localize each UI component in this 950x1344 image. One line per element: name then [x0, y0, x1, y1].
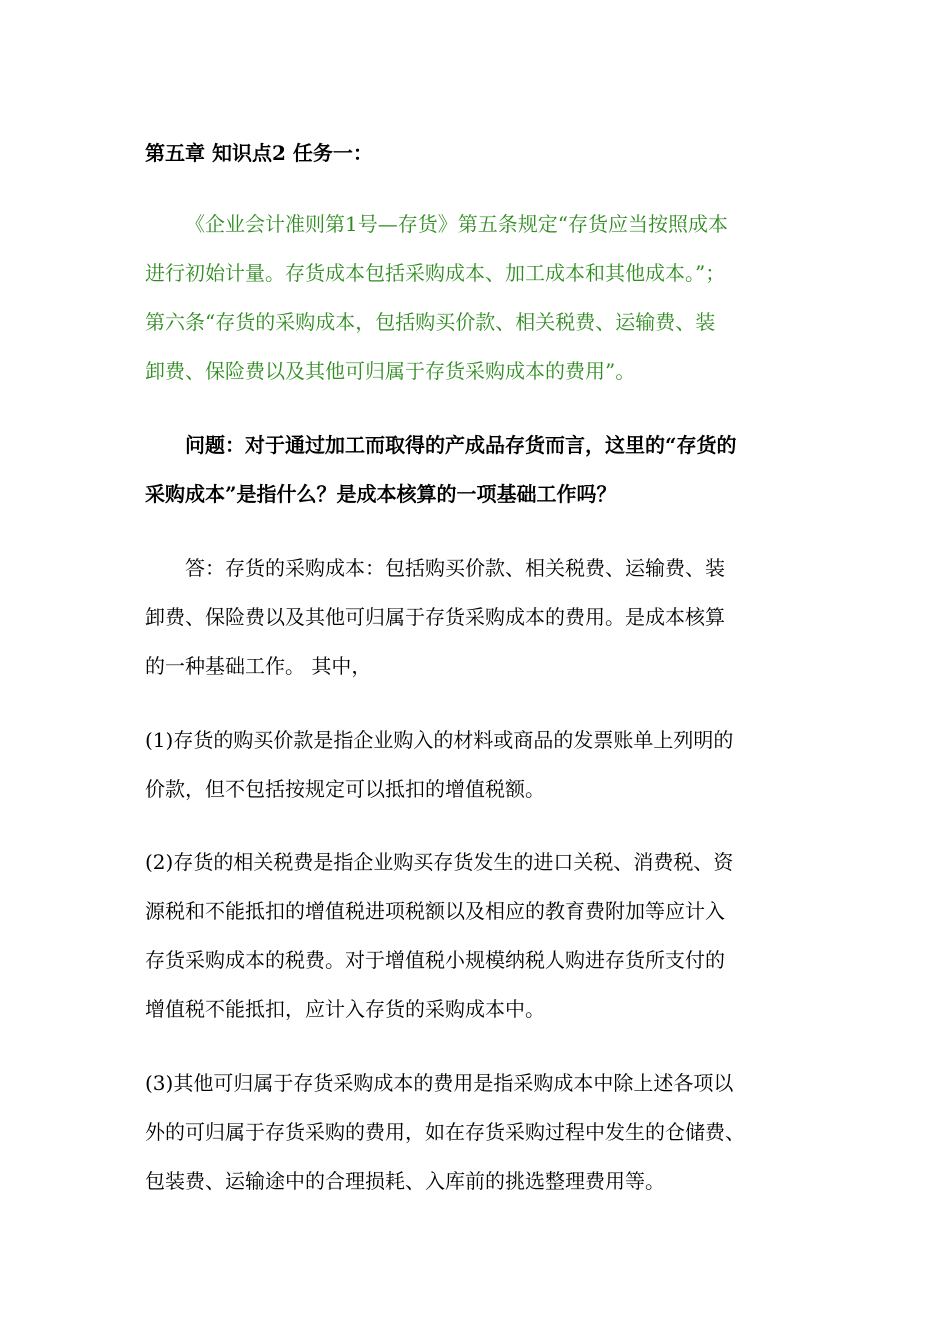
list-item — [145, 838, 810, 1034]
list-item-line: 存货采购成本的税费。对于增值税小规模纳税人购进存货所支付的 — [145, 948, 725, 972]
answer-paragraph — [145, 544, 810, 691]
standard-quote-line: 《企业会计准则第1号—存货》第五条规定“存货应当按照成本 — [185, 212, 728, 236]
list-item — [145, 716, 810, 814]
question-line: 采购成本”是指什么？是成本核算的一项基础工作吗？ — [145, 482, 617, 506]
standard-quote-line: 第六条“存货的采购成本，包括购买价款、相关税费、运输费、装 — [145, 310, 716, 334]
standard-quote-line: 进行初始计量。存货成本包括采购成本、加工成本和其他成本。”； — [145, 261, 726, 285]
list-item-line: (3)其他可归属于存货采购成本的费用是指采购成本中除上述各项以 — [145, 1071, 734, 1095]
question-paragraph — [145, 421, 810, 519]
list-item-line: 价款，但不包括按规定可以抵扣的增值税额。 — [145, 777, 545, 801]
standard-quote-line: 卸费、保险费以及其他可归属于存货采购成本的费用”。 — [145, 359, 636, 383]
list-item-line: (1)存货的购买价款是指企业购入的材料或商品的发票账单上列明的 — [145, 728, 734, 752]
answer-line: 的一种基础工作。 其中， — [145, 654, 372, 678]
question-line: 问题：对于通过加工而取得的产成品存货而言，这里的“存货的 — [185, 433, 737, 457]
list-item-line: 外的可归属于存货采购的费用，如在存货采购过程中发生的仓储费、 — [145, 1120, 745, 1144]
list-item-line: 源税和不能抵扣的增值税进项税额以及相应的教育费附加等应计入 — [145, 899, 725, 923]
standard-quote-paragraph — [145, 200, 810, 396]
answer-line: 答：存货的采购成本：包括购买价款、相关税费、运输费、装 — [185, 556, 725, 580]
section-heading: 第五章 知识点2 任务一： — [145, 141, 373, 165]
list-item-line: 增值税不能抵扣，应计入存货的采购成本中。 — [145, 997, 545, 1021]
list-item — [145, 1059, 810, 1206]
list-item-line: (2)存货的相关税费是指企业购买存货发生的进口关税、消费税、资 — [145, 850, 734, 874]
list-item-line: 包装费、运输途中的合理损耗、入库前的挑选整理费用等。 — [145, 1169, 665, 1193]
answer-line: 卸费、保险费以及其他可归属于存货采购成本的费用。是成本核算 — [145, 605, 725, 629]
